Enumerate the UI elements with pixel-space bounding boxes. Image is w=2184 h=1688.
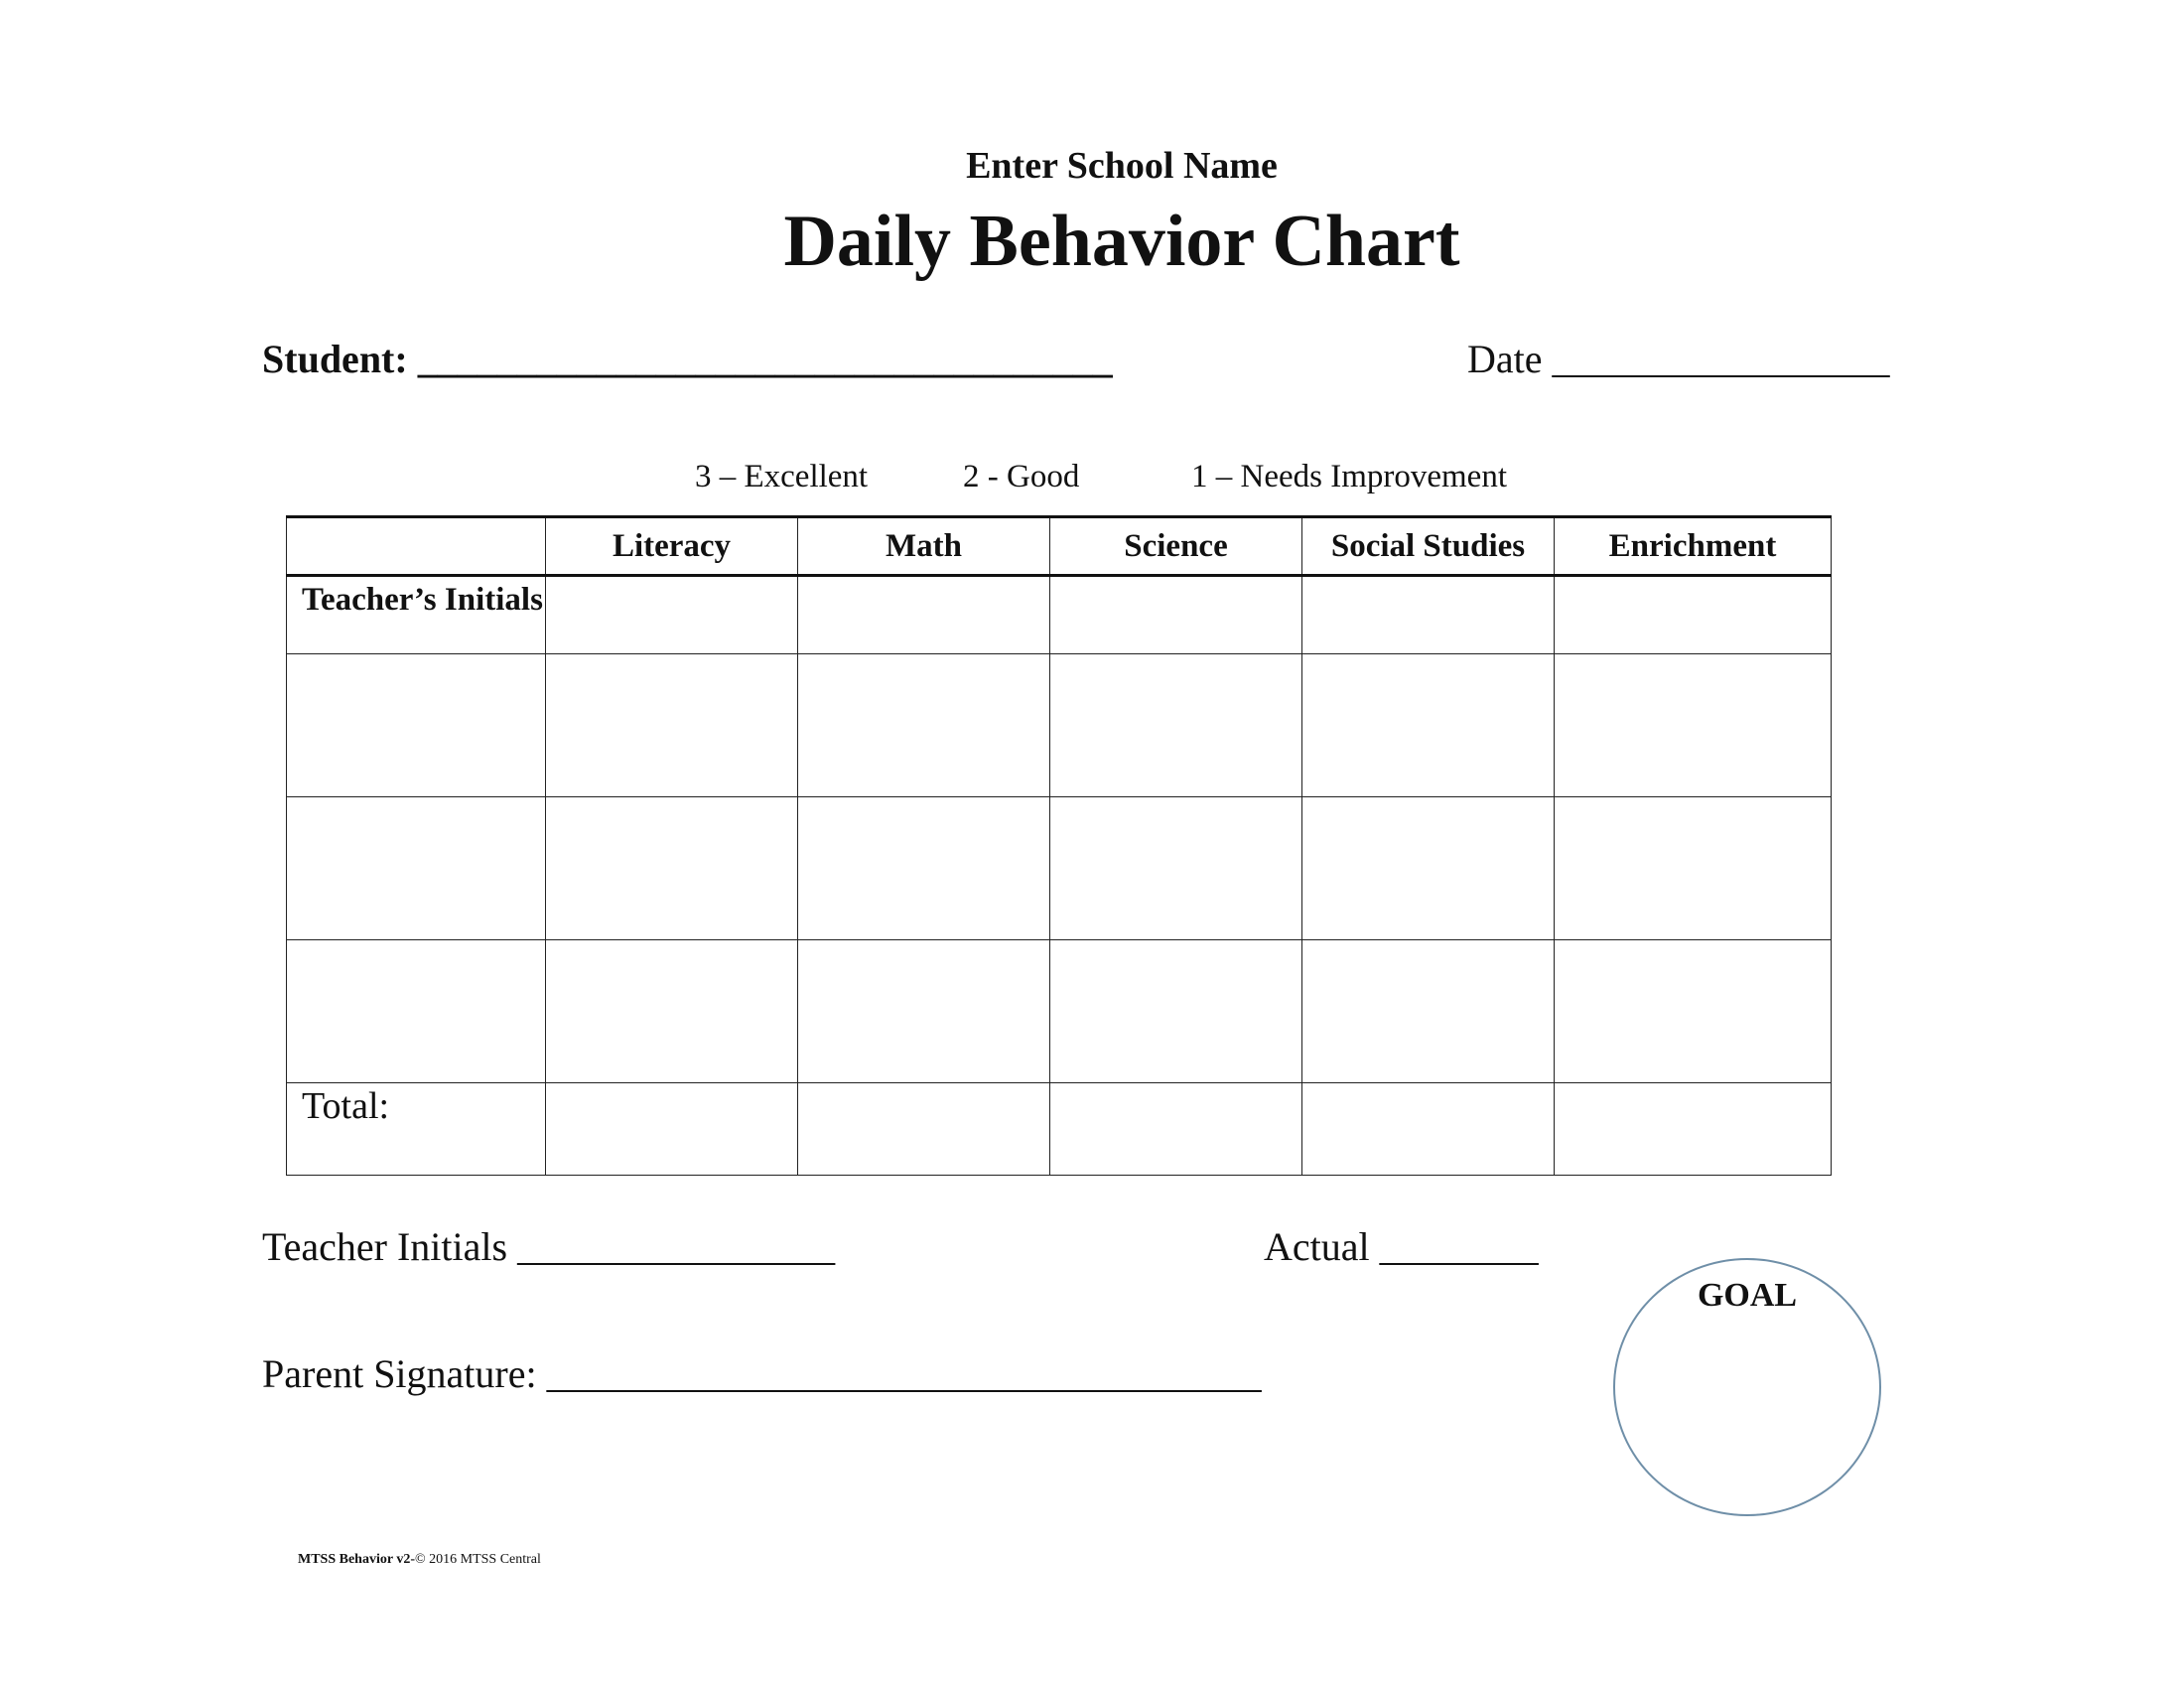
table-cell[interactable]	[287, 797, 546, 940]
row-label-cell	[287, 576, 546, 654]
table-cell[interactable]	[1050, 940, 1302, 1083]
row-label-total: Total:	[302, 1085, 390, 1127]
table-cell[interactable]	[1302, 797, 1555, 940]
column-header-math: Math	[798, 517, 1050, 576]
parent-signature-field[interactable]: Parent Signature: ____________________________________	[262, 1351, 1262, 1396]
date-field[interactable]: Date _________________	[1467, 337, 1890, 381]
scale-needs-improvement: 1 – Needs Improvement	[1191, 459, 1507, 494]
table-cell[interactable]	[546, 940, 798, 1083]
column-header-literacy: Literacy	[546, 517, 798, 576]
table-row	[287, 797, 1832, 940]
behavior-table	[286, 515, 1832, 1176]
table-header-row	[287, 517, 1832, 576]
row-label-cell	[287, 1083, 546, 1176]
table-cell[interactable]	[546, 654, 798, 797]
page-title: Daily Behavior Chart	[783, 201, 1460, 282]
table-row-total	[287, 1083, 1832, 1176]
table-cell[interactable]	[1555, 797, 1832, 940]
school-name: Enter School Name	[966, 145, 1278, 187]
table-cell[interactable]	[287, 654, 546, 797]
table-cell[interactable]	[1555, 940, 1832, 1083]
table-cell[interactable]	[798, 576, 1050, 654]
scale-good: 2 - Good	[963, 459, 1080, 494]
column-header-social-studies: Social Studies	[1302, 517, 1555, 576]
table-cell[interactable]	[546, 1083, 798, 1176]
actual-field[interactable]: Actual ________	[1264, 1224, 1539, 1269]
scale-excellent: 3 – Excellent	[695, 459, 869, 494]
table-cell[interactable]	[1302, 1083, 1555, 1176]
column-header-blank	[287, 517, 546, 576]
table-cell[interactable]	[1555, 576, 1832, 654]
table-cell[interactable]	[1050, 1083, 1302, 1176]
teacher-initials-field[interactable]: Teacher Initials ________________	[262, 1224, 836, 1269]
table-cell[interactable]	[1050, 576, 1302, 654]
footer-copyright: © 2016 MTSS Central	[414, 1552, 541, 1567]
row-label-teacher-initials: Teacher’s Initials	[302, 582, 543, 618]
student-field[interactable]: Student: ___________________________________	[262, 337, 1113, 381]
table-cell[interactable]	[1050, 797, 1302, 940]
table-cell[interactable]	[798, 654, 1050, 797]
table-cell[interactable]	[1050, 654, 1302, 797]
table-cell[interactable]	[1302, 940, 1555, 1083]
goal-label: GOAL	[1697, 1277, 1798, 1314]
footer-credit	[298, 1553, 541, 1567]
table-row	[287, 654, 1832, 797]
table-row-teacher-initials	[287, 576, 1832, 654]
table-cell[interactable]	[1302, 654, 1555, 797]
table-cell[interactable]	[798, 940, 1050, 1083]
table-cell[interactable]	[798, 797, 1050, 940]
table-cell[interactable]	[1555, 654, 1832, 797]
table-row	[287, 940, 1832, 1083]
table-cell[interactable]	[546, 797, 798, 940]
column-header-science: Science	[1050, 517, 1302, 576]
table-cell[interactable]	[1302, 576, 1555, 654]
table-cell[interactable]	[798, 1083, 1050, 1176]
table-cell[interactable]	[1555, 1083, 1832, 1176]
table-cell[interactable]	[287, 940, 546, 1083]
column-header-enrichment: Enrichment	[1555, 517, 1832, 576]
table-cell[interactable]	[546, 576, 798, 654]
footer-version: MTSS Behavior v2-	[298, 1552, 415, 1567]
